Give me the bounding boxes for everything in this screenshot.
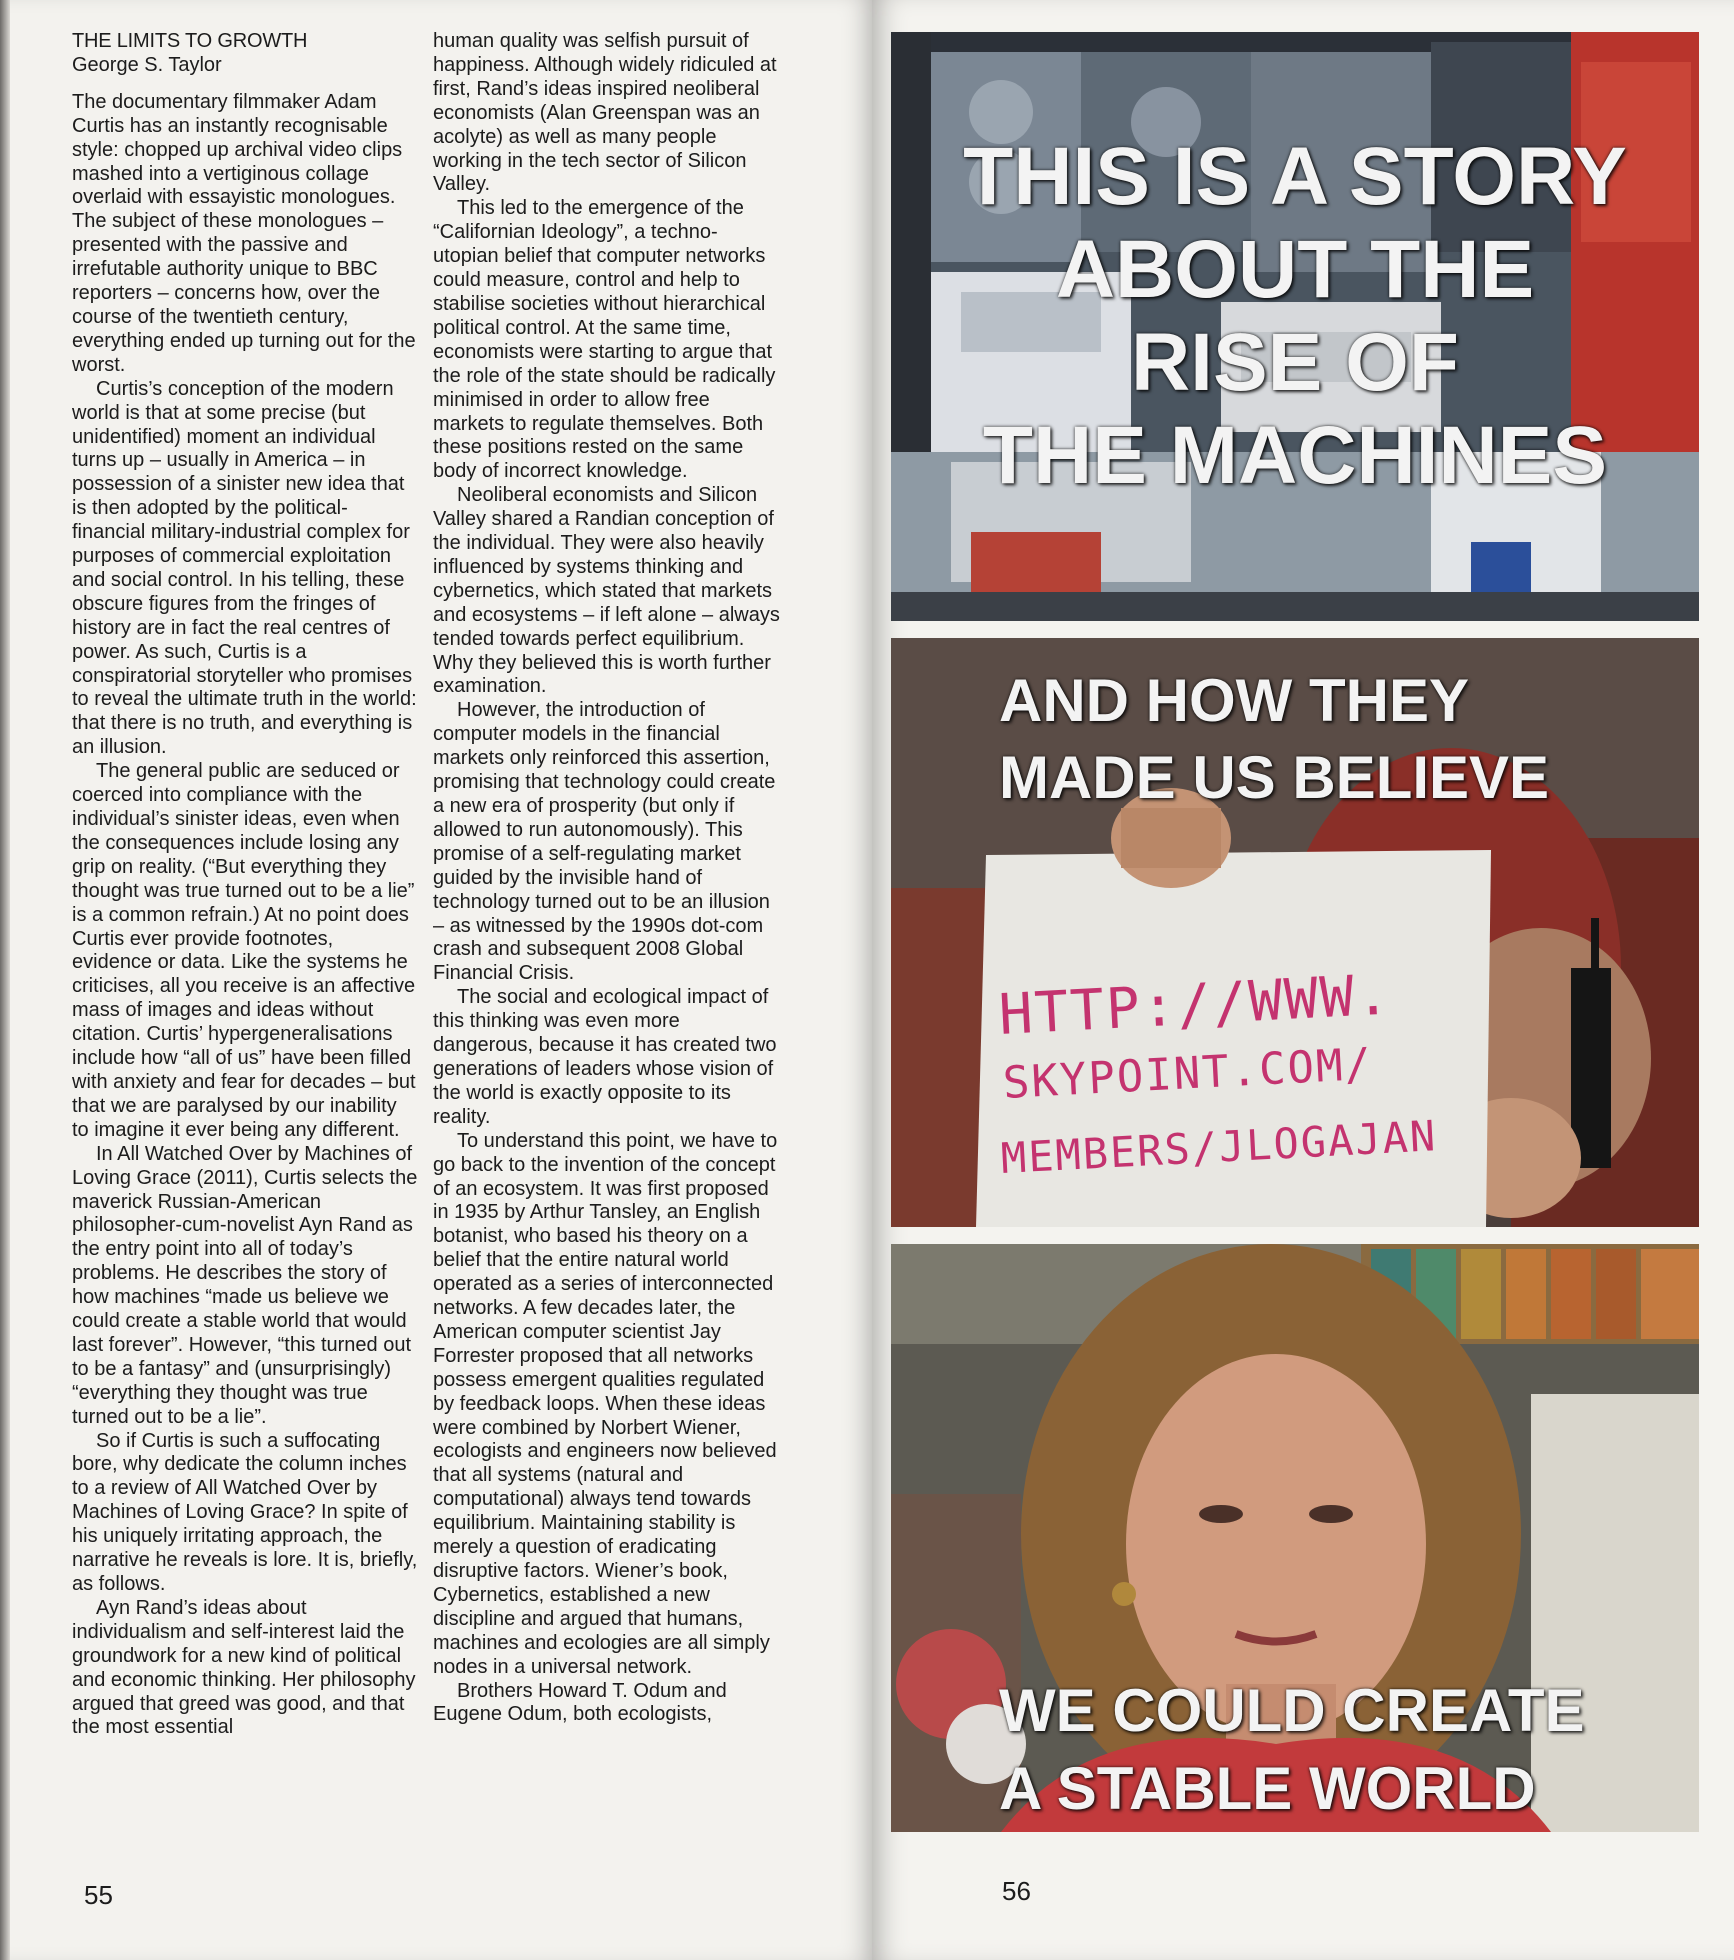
caption-line: AND HOW THEY <box>999 667 1469 734</box>
caption-stable-world <box>999 1672 1585 1828</box>
paragraph: In All Watched Over by Machines of Loving Grace (2011), Curtis selects the maverick Russian-American philosopher-cum-novelist Ayn Rand as the entry point into all of today’s problems. He describes the story of how machines “made us believe we could create a stable world that would last forever”. However, “this turned out to be a fantasy” and (unsurprisingly) “everything they thought was true turned out to be a lie”. <box>72 1142 418 1428</box>
caption-line: ABOUT THE <box>1055 224 1535 315</box>
paragraph: The general public are seduced or coerced into compliance with the individual’s sinister ideas, even when the consequences include losing any grip on reality. (“But everything they thought was true turned out to be a lie” is a common refrain.) At no point does Curtis ever provide footnotes, evidence or data. Like the systems he criticises, all you receive is an affective mass of images and ideas without citation. Curtis’ hypergeneralisations include how “all of us” have been filled with anxiety and fear for decades – but that we are paralysed by our inability to imagine it ever being any different. <box>72 760 416 1141</box>
page-number-right: 56 <box>1002 1876 1031 1906</box>
video-still-believe <box>891 638 1699 1227</box>
caption-line: WE COULD CREATE <box>999 1677 1585 1744</box>
caption-machines <box>891 130 1699 502</box>
page-number-left: 55 <box>84 1880 113 1910</box>
caption-line: MADE US BELIEVE <box>999 744 1550 811</box>
paragraph: The documentary filmmaker Adam Curtis has an instantly recognisable style: chopped up archival video clips mashed into a vertiginous collage overlaid with essayistic monologues. The subject of these monologues – presented with the passive and irrefutable authority unique to BBC reporters – concerns how, over the course of the twentieth century, everything ended up turning out for the worst. <box>72 90 416 376</box>
paragraph: Ayn Rand’s ideas about individualism and self-interest laid the groundwork for a new kind of political and economic thinking. Her philosophy argued that greed was good, and that the most essential <box>72 1596 416 1739</box>
caption-line: THE MACHINES <box>982 410 1608 501</box>
video-still-machines <box>891 32 1699 621</box>
caption-line: THIS IS A STORY <box>963 131 1627 222</box>
sign-url-line: SKYPOINT.COM/ <box>1001 1038 1375 1109</box>
paragraph: However, the introduction of computer models in the financial markets only reinforced this assertion, promising that technology could create a new era of prosperity (but only if allowed to run autonomously). This promise of a self-regulating market guided by the invisible hand of technology turned out to be an illusion – as witnessed by the 1990s dot-com crash and subsequent 2008 Global Financial Crisis. <box>433 699 776 985</box>
paragraph: So if Curtis is such a suffocating bore, why dedicate the column inches to a review of All Watched Over by Machines of Loving Grace? In spite of his uniquely irritating approach, the narrative he reveals is lore. It is, briefly, as follows. <box>72 1429 418 1595</box>
article-author: George S. Taylor <box>72 53 222 76</box>
article-header <box>72 30 418 78</box>
video-still-stable-world <box>891 1244 1699 1832</box>
sign-url-line: HTTP://WWW. <box>997 962 1394 1048</box>
article-title: THE LIMITS TO GROWTH <box>72 30 308 52</box>
text-column-2 <box>433 30 783 1727</box>
paragraph: This led to the emergence of the “Californian Ideology”, a techno-utopian belief that computer networks could measure, control and help to stabilise societies without hierarchical political control. At the same time, economists were starting to argue that the role of the state should be radically minimised in order to allow free markets to regulate themselves. Both these positions rested on the same body of incorrect knowledge. <box>433 197 776 483</box>
caption-line: A STABLE WORLD <box>999 1755 1536 1822</box>
caption-line: RISE OF <box>1130 317 1460 408</box>
sign-url-line: MEMBERS/JLOGAJAN <box>999 1111 1439 1183</box>
paragraph: Curtis’s conception of the modern world is that at some precise (but unidentified) moment an individual turns up – usually in America – in possession of a sinister new idea that is then adopted by the political-financial military-industrial complex for purposes of commercial exploitation and social control. In his telling, these obscure figures from the fringes of history are in fact the real centres of power. As such, Curtis is a conspiratorial storyteller who promises to reveal the ultimate truth in the world: that there is no truth, and everything is an illusion. <box>72 377 417 759</box>
caption-believe <box>999 662 1549 816</box>
paragraph: The social and ecological impact of this thinking was even more dangerous, because it has created two generations of leaders whose vision of the world is exactly opposite to its reality. <box>433 986 777 1128</box>
text-column-1 <box>72 30 418 1740</box>
paragraph: Brothers Howard T. Odum and Eugene Odum, both ecologists, <box>433 1679 727 1726</box>
book-edge <box>0 0 10 1960</box>
paragraph: To understand this point, we have to go back to the invention of the concept of an ecosystem. It was first proposed in 1935 by Arthur Tansley, an English botanist, who based his theory on a belief that the entire natural world operated as a series of interconnected networks. A few decades later, the American computer scientist Jay Forrester proposed that all networks possess emergent qualities regulated by feedback loops. When these ideas were combined by Norbert Wiener, ecologists and engineers now believed that all systems (natural and computational) always tend towards equilibrium. Maintaining stability is merely a question of eradicating disruptive factors. Wiener’s book, Cybernetics, established a new discipline and argued that humans, machines and ecologies are all simply nodes in a universal network. <box>433 1129 778 1678</box>
paragraph: Neoliberal economists and Silicon Valley shared a Randian conception of the individual. They were also heavily influenced by systems thinking and cybernetics, which stated that markets and ecosystems – if left alone – always tended towards perfect equilibrium. Why they believed this is worth further examination. <box>433 484 780 698</box>
paragraph: human quality was selfish pursuit of happiness. Although widely ridiculed at first, Rand’s ideas inspired neoliberal economists (Alan Greenspan was an acolyte) as well as many people working in the tech sector of Silicon Valley. <box>433 30 777 196</box>
